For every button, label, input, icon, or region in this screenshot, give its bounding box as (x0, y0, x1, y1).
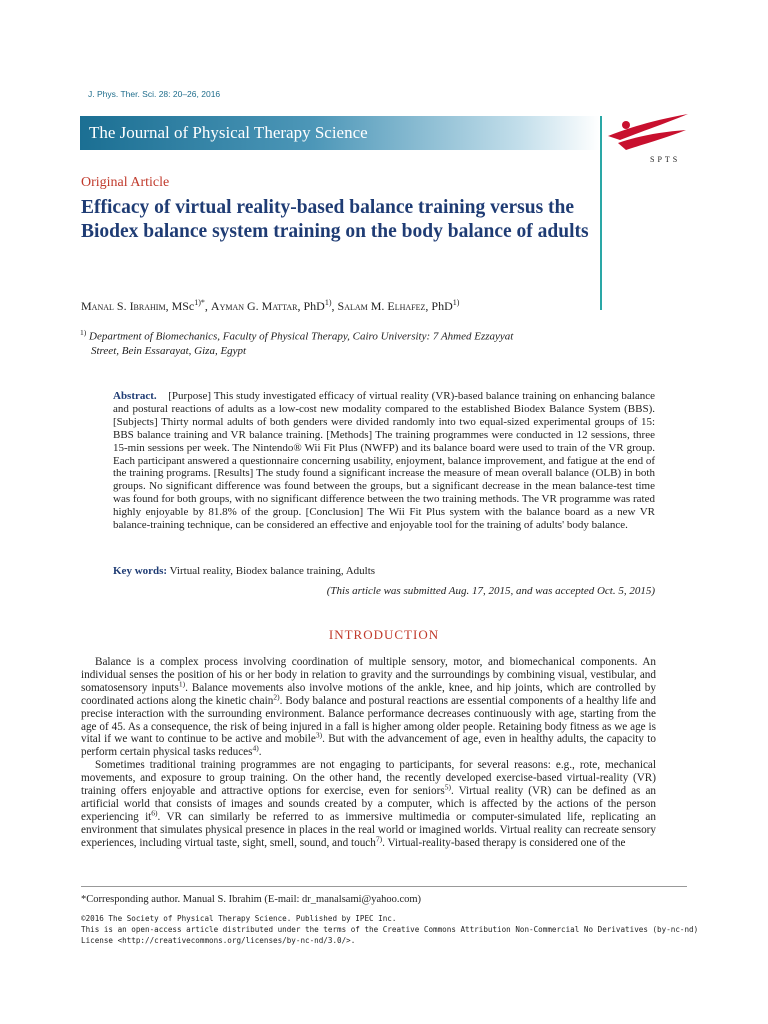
author-list (81, 298, 459, 314)
keywords-text: Virtual reality, Biodex balance training, Adults (167, 565, 376, 577)
author-degree: , PhD (425, 299, 453, 313)
body-text (81, 656, 656, 850)
citation-ref: 4) (252, 743, 259, 753)
footnote-divider (81, 886, 687, 887)
author-degree: , MSc (165, 299, 195, 313)
citation-ref: 7) (375, 833, 383, 843)
affiliation-marker: 1) (80, 328, 87, 337)
affiliation-line-1: Department of Biomechanics, Faculty of Physical Therapy, Cairo University: 7 Ahmed Ezzayyat (86, 330, 514, 343)
license-line-1: This is an open-access article distributed under the terms of the Creative Commons Attribution Non-Commercial No Derivatives (by-nc-nd) (81, 925, 699, 934)
author-name: Ayman G. Mattar (210, 299, 298, 313)
author-affiliation-marker: 1)* (194, 298, 205, 307)
article-title: Efficacy of virtual reality-based balance training versus the Biodex balance system training on the body balance of adults (81, 197, 589, 242)
article-type: Original Article (81, 175, 170, 190)
keywords (113, 565, 655, 577)
corresponding-author: *Corresponding author. Manual S. Ibrahim (E-mail: dr_manalsami@yahoo.com) (81, 894, 422, 905)
abstract (113, 390, 655, 532)
copyright-line: ©2016 The Society of Physical Therapy Science. Published by IPEC Inc. (81, 914, 397, 923)
author-separator: , (204, 299, 211, 313)
author-name: Salam M. Elhafez (337, 299, 426, 313)
keywords-label: Key words: (113, 565, 168, 577)
citation-ref: 6) (151, 808, 158, 818)
abstract-label: Abstract. (113, 390, 157, 402)
journal-citation: J. Phys. Ther. Sci. 28: 20–26, 2016 (88, 89, 221, 99)
author-name: Manal S. Ibrahim (81, 299, 166, 313)
body-paragraph: Balance is a complex process involving coordination of multiple sensory, motor, and biomechanical components. An individual senses the position of his or her body in relation to gravity and the surroundings by combining visual, vestibular, and somatosensory inputs$^{1)}$. Balance movements also involve motions of the ankle, knee, and hip joints, which are controlled by coordinated actions along the kinetic chain$^{2)}$. Body balance and postural reactions are essential components of a healthy life and precise interaction with the surrounding environment. Balance performance decreases continuously with age, starting from the age of 45. As a consequence, the risk of being injured in a fall is higher among older people. Retaining body fitness as we age is vital if we want to continue to be active and mobile$^{3)}$. But with the advancement of age, even in healthy adults, the capacity to perform certain physical tasks reduces$^{4)}$. (81, 656, 656, 759)
license-line-2: License <http://creativecommons.org/licenses/by-nc-nd/3.0/>. (81, 936, 356, 945)
journal-title: The Journal of Physical Therapy Science (89, 123, 368, 142)
author-separator: , (331, 299, 338, 313)
section-heading: INTRODUCTION (328, 627, 440, 642)
author-affiliation-marker: 1) (324, 298, 332, 307)
citation-ref: 2) (273, 691, 280, 701)
body-paragraph: Sometimes traditional training programmes are not engaging to participants, for several reasons: e.g., rote, mechanical movements, and exposure to group training. On the other hand, the recently developed exercise-based virtual-reality (VR) training offers enjoyable and attractive options for exercise, even for seniors$^{5)}$. Virtual reality (VR) can be defined as an artificial world that consists of images and sounds created by a computer, which is affected by the actions of the person experiencing $it^{6)}$. VR can similarly be referred to as immersive multimedia or computer-simulated life, replicating an environment that simulates physical presence in places in the real world or imagined worlds. Virtual reality can recreate sensory experiences, including virtual taste, sight, smell, sound, and touch$^{7)}$. Virtual-reality-based therapy is considered one of the (81, 759, 657, 849)
abstract-text: [Purpose] This study investigated efficacy of virtual reality (VR)-based balance training on enhancing balance and postural reactions of adults as a low-cost new modality compared to the established Biodex Balance System (BBS). [Subjects] Thirty normal adults of both genders were divided randomly into two equal-sized experimental groups of 15: BBS balance training and VR balance training. [Methods] The training programmes were conducted in 12 sessions, three 15-min sessions per week. The Nintendo® Wii Fit Plus (NWFP) and its balance board were used to train of the VR group. Each participant answered a questionnaire concerning usability, enjoyment, balance improvement, and fatigue at the end of the training programs. [Results] The study found a significant increase the measure of mean overall balance (OLB) in both groups. No significant difference was found between the groups, but a significant decrease in the mean balance-test time was found for both groups, with no significant difference between the two training methods. The VR programme was rated highly enjoyable by 81.8% of the group. [Conclusion] The Wii Fit Plus system with the balance board as a new VR balance-training technique, can be considered an effective and enjoyable tool for the training of adults' body balance. (113, 390, 655, 532)
license-footnote (81, 913, 699, 946)
affiliation-line-2: Street, Bein Essarayat, Giza, Egypt (91, 344, 247, 357)
affiliation (80, 326, 580, 358)
author-degree: , PhD (297, 299, 325, 313)
submission-dates: (This article was submitted Aug. 17, 2015, and was accepted Oct. 5, 2015) (326, 585, 655, 597)
logo-text: SPTS (650, 155, 681, 164)
citation-ref: 5) (444, 782, 451, 792)
author-affiliation-marker: 1) (452, 298, 460, 307)
citation-ref: 3) (315, 730, 323, 740)
spts-logo (604, 110, 692, 168)
citation-ref: 1) (178, 679, 186, 689)
